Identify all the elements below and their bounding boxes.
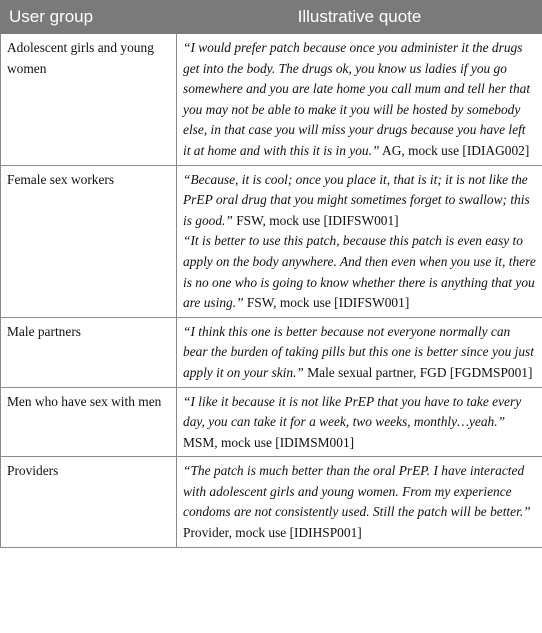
quote-source: Provider, mock use [IDIHSP001] bbox=[183, 525, 362, 541]
user-group-cell: Men who have sex with men bbox=[1, 387, 177, 457]
table-row bbox=[1, 457, 542, 547]
quote-source: AG, mock use [IDIAG002] bbox=[379, 142, 530, 158]
table-row bbox=[1, 387, 542, 457]
quote-source: MSM, mock use [IDIMSM001] bbox=[183, 434, 355, 450]
quote-source: Male sexual partner, FGD [FGDMSP001] bbox=[303, 364, 533, 380]
table-body bbox=[1, 34, 542, 548]
user-group-cell: Female sex workers bbox=[1, 165, 177, 317]
table-header bbox=[1, 1, 542, 34]
quote-cell bbox=[177, 457, 542, 547]
quote-text: “It is better to use this patch, because this patch is even easy to apply on the body anywhere. And then even when you use it, there is no one who is going to know whether there is anything that you are using.” bbox=[183, 233, 536, 311]
header-row bbox=[1, 1, 542, 34]
table-row bbox=[1, 34, 542, 166]
user-group-cell: Adolescent girls and young women bbox=[1, 34, 177, 166]
quote-source: FSW, mock use [IDIFSW001] bbox=[243, 295, 410, 311]
user-group-cell: Providers bbox=[1, 457, 177, 547]
quote-text: “Because, it is cool; once you place it, that is it; it is not like the PrEP oral drug that you might sometimes forget to swallow; this is good.” bbox=[183, 171, 530, 228]
quote-cell bbox=[177, 165, 542, 317]
quote-cell bbox=[177, 34, 542, 166]
user-group-cell: Male partners bbox=[1, 317, 177, 387]
quote-cell bbox=[177, 387, 542, 457]
table-row bbox=[1, 165, 542, 317]
quote-text: “I think this one is better because not everyone normally can bear the burden of taking pills but this one is better since you just apply it on your skin.” bbox=[183, 323, 534, 380]
header-illustrative-quote: Illustrative quote bbox=[177, 1, 542, 34]
quote-cell bbox=[177, 317, 542, 387]
quote-text: “I like it because it is not like PrEP that you have to take every day, you can take it for a week, two weeks, monthly…yeah.” bbox=[183, 393, 522, 430]
quote-source: FSW, mock use [IDIFSW001] bbox=[232, 212, 399, 228]
header-user-group: User group bbox=[1, 1, 177, 34]
table-row bbox=[1, 317, 542, 387]
quote-text: “The patch is much better than the oral PrEP. I have interacted with adolescent girls and young women. From my experience condoms are not consistently used. Still the patch will be better.” bbox=[183, 463, 531, 520]
quote-text: “I would prefer patch because once you administer it the drugs get into the body. The drugs ok, you know us ladies if you go somewhere and you are late home you call mum and tell her that you may not be able to make it you will be hosted by somebody else, in that case you will miss your drugs because you have left it at home and with this it is in you.” bbox=[183, 40, 531, 158]
